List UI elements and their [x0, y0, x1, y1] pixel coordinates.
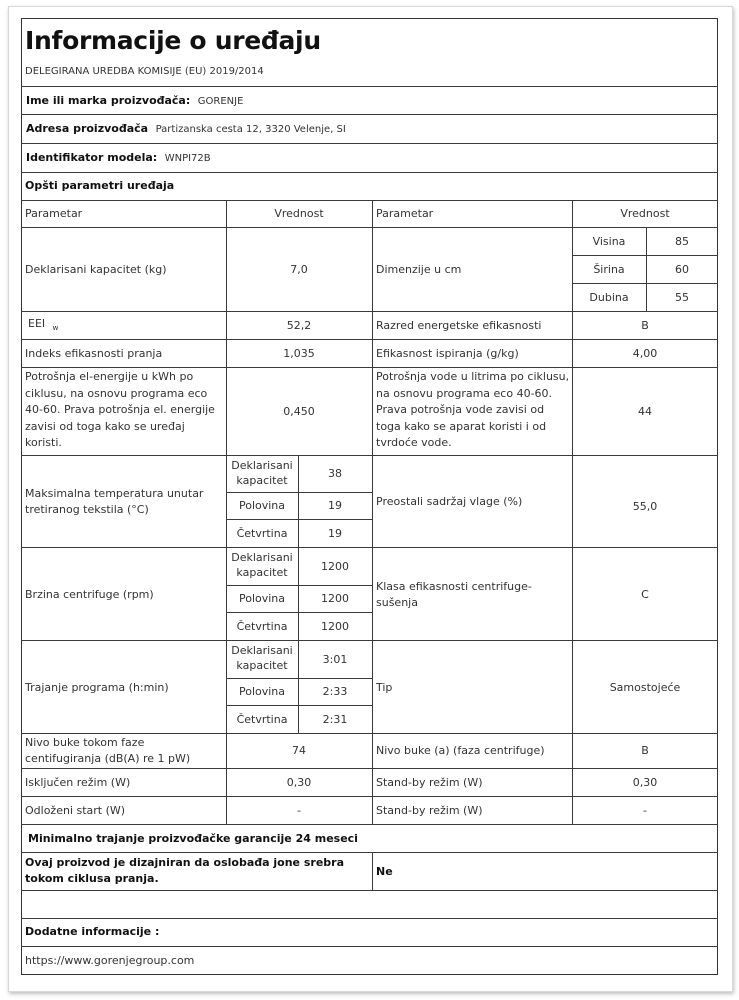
- type-label: Tip: [376, 681, 393, 694]
- water-consumption-value: 44: [638, 405, 652, 418]
- divider: [21, 455, 718, 456]
- subrow-name: Četvrtina: [236, 713, 288, 726]
- max-temp-label: Maksimalna temperatura unutar tretiranog tekstila (°C): [25, 487, 204, 516]
- divider: [21, 172, 718, 173]
- divider: [572, 255, 718, 256]
- subrow-value: 1200: [321, 620, 349, 633]
- address-label: Adresa proizvođača: [26, 122, 149, 135]
- delayed-start-label: Odloženi start (W): [25, 804, 126, 817]
- additional-info-label: Dodatne informacije :: [25, 925, 160, 938]
- noise-class-value: B: [641, 744, 649, 757]
- regulation-text: DELEGIRANA UREDBA KOMISIJE (EU) 2019/2014: [25, 66, 264, 77]
- standby-value: 0,30: [632, 776, 658, 789]
- dimensions-label: Dimenzije u cm: [376, 263, 462, 276]
- divider: [372, 852, 373, 890]
- divider: [21, 890, 718, 891]
- subrow-value: 38: [328, 467, 342, 480]
- subrow-value: 19: [328, 527, 342, 540]
- divider: [21, 86, 718, 87]
- capacity-value: 7,0: [290, 263, 308, 276]
- divider: [21, 918, 718, 919]
- dimension-name: Dubina: [589, 291, 629, 304]
- subrow-name: Polovina: [238, 499, 286, 512]
- dimension-value: 55: [675, 291, 689, 304]
- dimension-value: 60: [675, 263, 689, 276]
- rinse-label: Efikasnost ispiranja (g/kg): [376, 347, 519, 360]
- dimension-name: Visina: [592, 235, 626, 248]
- energy-class-label: Razred energetske efikasnosti: [376, 319, 542, 332]
- header-vrednost-2: Vrednost: [620, 207, 670, 220]
- divider: [226, 705, 372, 706]
- website-link[interactable]: https://www.gorenjegroup.com: [25, 954, 195, 967]
- moisture-label: Preostali sadržaj vlage (%): [376, 495, 523, 508]
- divider: [226, 519, 372, 520]
- divider: [21, 796, 718, 797]
- model-row: [26, 150, 211, 166]
- divider: [21, 367, 718, 368]
- energy-class-value: B: [641, 319, 649, 332]
- divider: [21, 143, 718, 144]
- eei-label-text: EEI: [28, 317, 46, 330]
- noise-label: Nivo buke tokom faze centifugiranja (dB(A) re 1 pW): [25, 736, 191, 765]
- subrow-value: 2:31: [322, 713, 348, 726]
- divider: [21, 547, 718, 548]
- spin-class-label: Klasa efikasnosti centrifuge-sušenja: [376, 580, 532, 609]
- eei-value: 52,2: [286, 319, 312, 332]
- subrow-value: 1200: [321, 560, 349, 573]
- subrow-name: Četvrtina: [236, 620, 288, 633]
- silver-ions-label: Ovaj proizvod je dizajniran da oslobađa jone srebra tokom ciklusa pranja.: [25, 856, 344, 885]
- divider: [372, 200, 373, 824]
- section-general-heading: Opšti parametri uređaja: [25, 179, 175, 192]
- dimension-value: 85: [675, 235, 689, 248]
- duration-label: Trajanje programa (h:min): [25, 681, 169, 694]
- divider: [21, 311, 718, 312]
- divider: [21, 339, 718, 340]
- manufacturer-label: Ime ili marka proizvođača:: [26, 94, 191, 107]
- spin-class-value: C: [641, 588, 649, 601]
- delayed-start-value: -: [297, 804, 301, 817]
- water-consumption-label: Potrošnja vode u litrima po ciklusu, na osnovu programa eco 40-60. Prava potrošnja vode zavisi od toga kako se aparat koristi i od tvrdoće vode.: [376, 370, 570, 449]
- off-mode-value: 0,30: [286, 776, 312, 789]
- subrow-name: Četvrtina: [236, 527, 288, 540]
- header-vrednost-1: Vrednost: [274, 207, 324, 220]
- manufacturer-value: GORENJE: [197, 96, 244, 107]
- divider: [226, 678, 372, 679]
- address-value: Partizanska cesta 12, 3320 Velenje, SI: [155, 124, 346, 135]
- standby-label: Stand-by režim (W): [376, 776, 483, 789]
- noise-value: 74: [292, 744, 306, 757]
- energy-consumption-label: Potrošnja el-energije u kWh po ciklusu, na osnovu programa eco 40-60. Prava potrošnja el. energije zavisi od toga kako se uređaj koristi.: [25, 370, 215, 449]
- subrow-name: Deklarisani kapacitet: [231, 459, 293, 487]
- divider: [572, 283, 718, 284]
- page-title: Informacije o uređaju: [25, 26, 321, 55]
- subrow-value: 2:33: [322, 685, 348, 698]
- eei-subscript: w: [52, 324, 59, 333]
- divider: [21, 640, 718, 641]
- manufacturer-row: [26, 93, 243, 109]
- capacity-label: Deklarisani kapacitet (kg): [25, 263, 167, 276]
- off-mode-label: Isključen režim (W): [25, 776, 131, 789]
- dimension-name: Širina: [593, 263, 625, 276]
- divider: [226, 612, 372, 613]
- divider: [21, 768, 718, 769]
- spin-speed-label: Brzina centrifuge (rpm): [25, 588, 154, 601]
- wash-index-value: 1,035: [283, 347, 315, 360]
- divider: [21, 227, 718, 228]
- subrow-name: Deklarisani kapacitet: [231, 644, 293, 672]
- divider: [21, 200, 718, 201]
- divider: [21, 824, 718, 825]
- divider: [21, 946, 718, 947]
- wash-index-label: Indeks efikasnosti pranja: [25, 347, 163, 360]
- type-value: Samostojeće: [609, 681, 681, 694]
- divider: [226, 585, 372, 586]
- subrow-value: 19: [328, 499, 342, 512]
- noise-class-label: Nivo buke (a) (faza centrifuge): [376, 744, 545, 757]
- header-parametar-2: Parametar: [376, 207, 434, 220]
- warranty-text: Minimalno trajanje proizvođačke garancije 24 meseci: [28, 832, 358, 845]
- silver-ions-value: Ne: [376, 865, 393, 878]
- rinse-value: 4,00: [632, 347, 658, 360]
- standby-label-2: Stand-by režim (W): [376, 804, 483, 817]
- subrow-name: Deklarisani kapacitet: [231, 551, 293, 579]
- subrow-value: 3:01: [322, 653, 348, 666]
- divider: [21, 733, 718, 734]
- divider: [21, 852, 718, 853]
- eei-label: [28, 316, 58, 336]
- model-value: WNPI72B: [164, 153, 211, 164]
- energy-consumption-value: 0,450: [283, 405, 315, 418]
- address-row: [26, 121, 346, 137]
- header-parametar-1: Parametar: [25, 207, 83, 220]
- divider: [226, 492, 372, 493]
- moisture-value: 55,0: [632, 500, 658, 513]
- divider: [21, 114, 718, 115]
- model-label: Identifikator modela:: [26, 151, 158, 164]
- subrow-value: 1200: [321, 592, 349, 605]
- subrow-name: Polovina: [238, 592, 286, 605]
- standby-value-2: -: [643, 804, 647, 817]
- subrow-name: Polovina: [238, 685, 286, 698]
